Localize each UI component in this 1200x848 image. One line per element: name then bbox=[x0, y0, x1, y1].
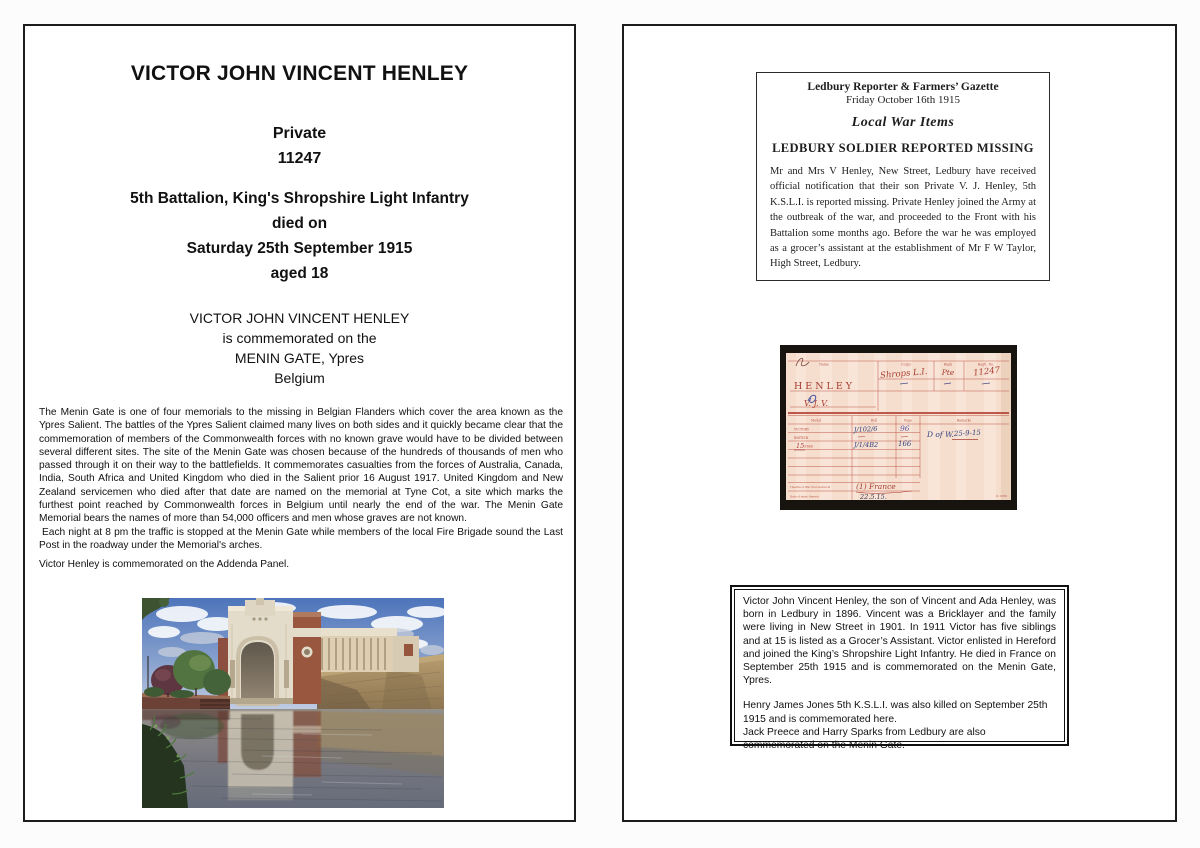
card-remarks-1: D of W. bbox=[927, 430, 954, 439]
card-label-theatre: Theatre of War first served in bbox=[790, 485, 831, 489]
card-page-2: 166 bbox=[898, 440, 912, 448]
death-date-line: Saturday 25th September 1915 bbox=[186, 240, 413, 257]
clipping-date: Friday October 16th 1915 bbox=[846, 94, 960, 106]
page-left bbox=[23, 24, 576, 822]
description-paragraph-1: The Menin Gate is one of four memorials to the missing in Belgian Flanders which cover the area known as the Ypres Salient. The battles of the Ypres Salient claimed many lives on both sides and it quickly became clear that the commemoration of members of the Commonwealth forces with no known grave would have to be divided between several different sites. The site of the Menin Gate was chosen because of the hundreds of thousands of men who passed through it on their way to the battlefields. It commemorates casualties from the forces of Australia, Canada, India, South Africa and United Kingdom who died in the Salient prior 16 August 1917. United Kingdom and New Zealand servicemen who died after that date are named on the memorial at Tyne Cot, a site which marks the furthest point reached by Commonwealth forces in Belgium until nearly the end of the war. The Menin Gate Memorial bears the names of more than 54,000 officers and men whose graves are not known. bbox=[39, 407, 563, 525]
card-surname: HENLEY bbox=[794, 381, 856, 392]
biography-box bbox=[730, 585, 1069, 752]
died-on-line: died on bbox=[271, 215, 328, 232]
card-label-date-entry: Date of entry therein bbox=[790, 494, 819, 499]
card-label-remarks: Remarks bbox=[956, 418, 972, 423]
commem-line2: is commemorated on the bbox=[222, 330, 377, 346]
card-form-ref: K.1380 bbox=[996, 494, 1007, 498]
rank-line: Private bbox=[272, 125, 327, 142]
card-roll-2: J/1/4B2 bbox=[854, 441, 879, 449]
menin-gate-description bbox=[39, 406, 563, 572]
page-right bbox=[622, 24, 1177, 822]
card-label-medal: Medal bbox=[810, 418, 822, 423]
card-remarks-2: 25-9-15 bbox=[953, 428, 982, 438]
bio-paragraph-3: Jack Preece and Harry Sparks from Ledbury are also commemorated on the Menin Gate. bbox=[743, 726, 986, 752]
rank-number-block bbox=[25, 121, 574, 171]
commem-name: VICTOR JOHN VINCENT HENLEY bbox=[189, 310, 410, 326]
menin-gate-photo bbox=[142, 598, 444, 808]
newspaper-clipping bbox=[756, 72, 1050, 281]
page-title: VICTOR JOHN VINCENT HENLEY bbox=[130, 62, 469, 85]
bio-paragraph-1: Victor John Vincent Henley, the son of Vincent and Ada Henley, was born in Ledbury in 1896. Vincent was a Bricklayer and the family were living in New Street in 1901. In 1911 Victor has five siblings and at 15 is listed as a Grocer’s Assistant. Victor enlisted in Hereford and joined the King’s Shropshire Light Infantry. He died in France on September 25th 1915 and is commemorated on the Menin Gate, Ypres. bbox=[743, 596, 1056, 687]
medal-index-card-scan bbox=[780, 345, 1017, 510]
card-label-star: STAR bbox=[804, 444, 813, 449]
bio-paragraph-2: Henry James Jones 5th K.S.L.I. was also killed on September 25th 1915 and is commemorated here. bbox=[743, 700, 1048, 725]
card-initials: V. J. V. bbox=[804, 399, 829, 408]
card-label-name: Name bbox=[819, 362, 829, 367]
card-label-roll: Roll bbox=[870, 418, 878, 423]
card-label-corps: Corps bbox=[901, 362, 911, 367]
card-corps-value: Shrops L.I. bbox=[879, 366, 928, 382]
commem-line3: MENIN GATE, Ypres bbox=[234, 350, 365, 366]
commem-line4: Belgium bbox=[274, 370, 325, 386]
clipping-body: Mr and Mrs V Henley, New Street, Ledbury have received official notification that their son Private V. J. Henley, 5th K.S.L.I. is reported missing. Private Henley joined the Army at the outbreak of the war, and proceeded to the Front with his Battalion some months ago. Before the war he was employed as a grocer’s assistant at the establishment of Mr F W Taylor, High Street, Ledbury. bbox=[770, 166, 1036, 270]
commemoration-block bbox=[25, 308, 574, 388]
clipping-masthead: Ledbury Reporter & Farmers’ Gazette bbox=[807, 81, 999, 93]
card-rank-value: Pte bbox=[941, 368, 955, 377]
clipping-section-title: Local War Items bbox=[851, 115, 955, 130]
card-date-entry-value: 22.5.15. bbox=[860, 493, 887, 500]
card-label-victory: VICTORY bbox=[794, 427, 810, 432]
description-paragraph-2: Each night at 8 pm the traffic is stopped at the Menin Gate while members of the local Fire Brigade sound the Last Post in the roadway under the Memorial's arches. bbox=[39, 526, 563, 551]
card-star-prefix: 15 bbox=[796, 442, 805, 450]
card-label-rank: Rank bbox=[943, 362, 953, 367]
card-theatre-value: (1) France bbox=[856, 482, 896, 491]
unit-death-block bbox=[25, 186, 574, 286]
card-regtl-no-value: 11247 bbox=[972, 365, 1001, 379]
biography-text bbox=[734, 589, 1065, 752]
card-label-page: Page bbox=[904, 418, 912, 423]
photo-water bbox=[142, 709, 444, 808]
card-page-1: 96 bbox=[900, 424, 910, 433]
clipping-headline: LEDBURY SOLDIER REPORTED MISSING bbox=[772, 141, 1034, 155]
service-number: 11247 bbox=[277, 150, 322, 167]
card-label-british: BRITISH bbox=[794, 436, 809, 440]
unit-line: 5th Battalion, King's Shropshire Light Infantry bbox=[130, 190, 469, 207]
age-line: aged 18 bbox=[270, 265, 329, 282]
card-label-regtl-no: Regtl. No. bbox=[977, 362, 995, 367]
card-roll-1: J/102/6 bbox=[853, 424, 878, 434]
addenda-note: Victor Henley is commemorated on the Addenda Panel. bbox=[39, 559, 290, 571]
